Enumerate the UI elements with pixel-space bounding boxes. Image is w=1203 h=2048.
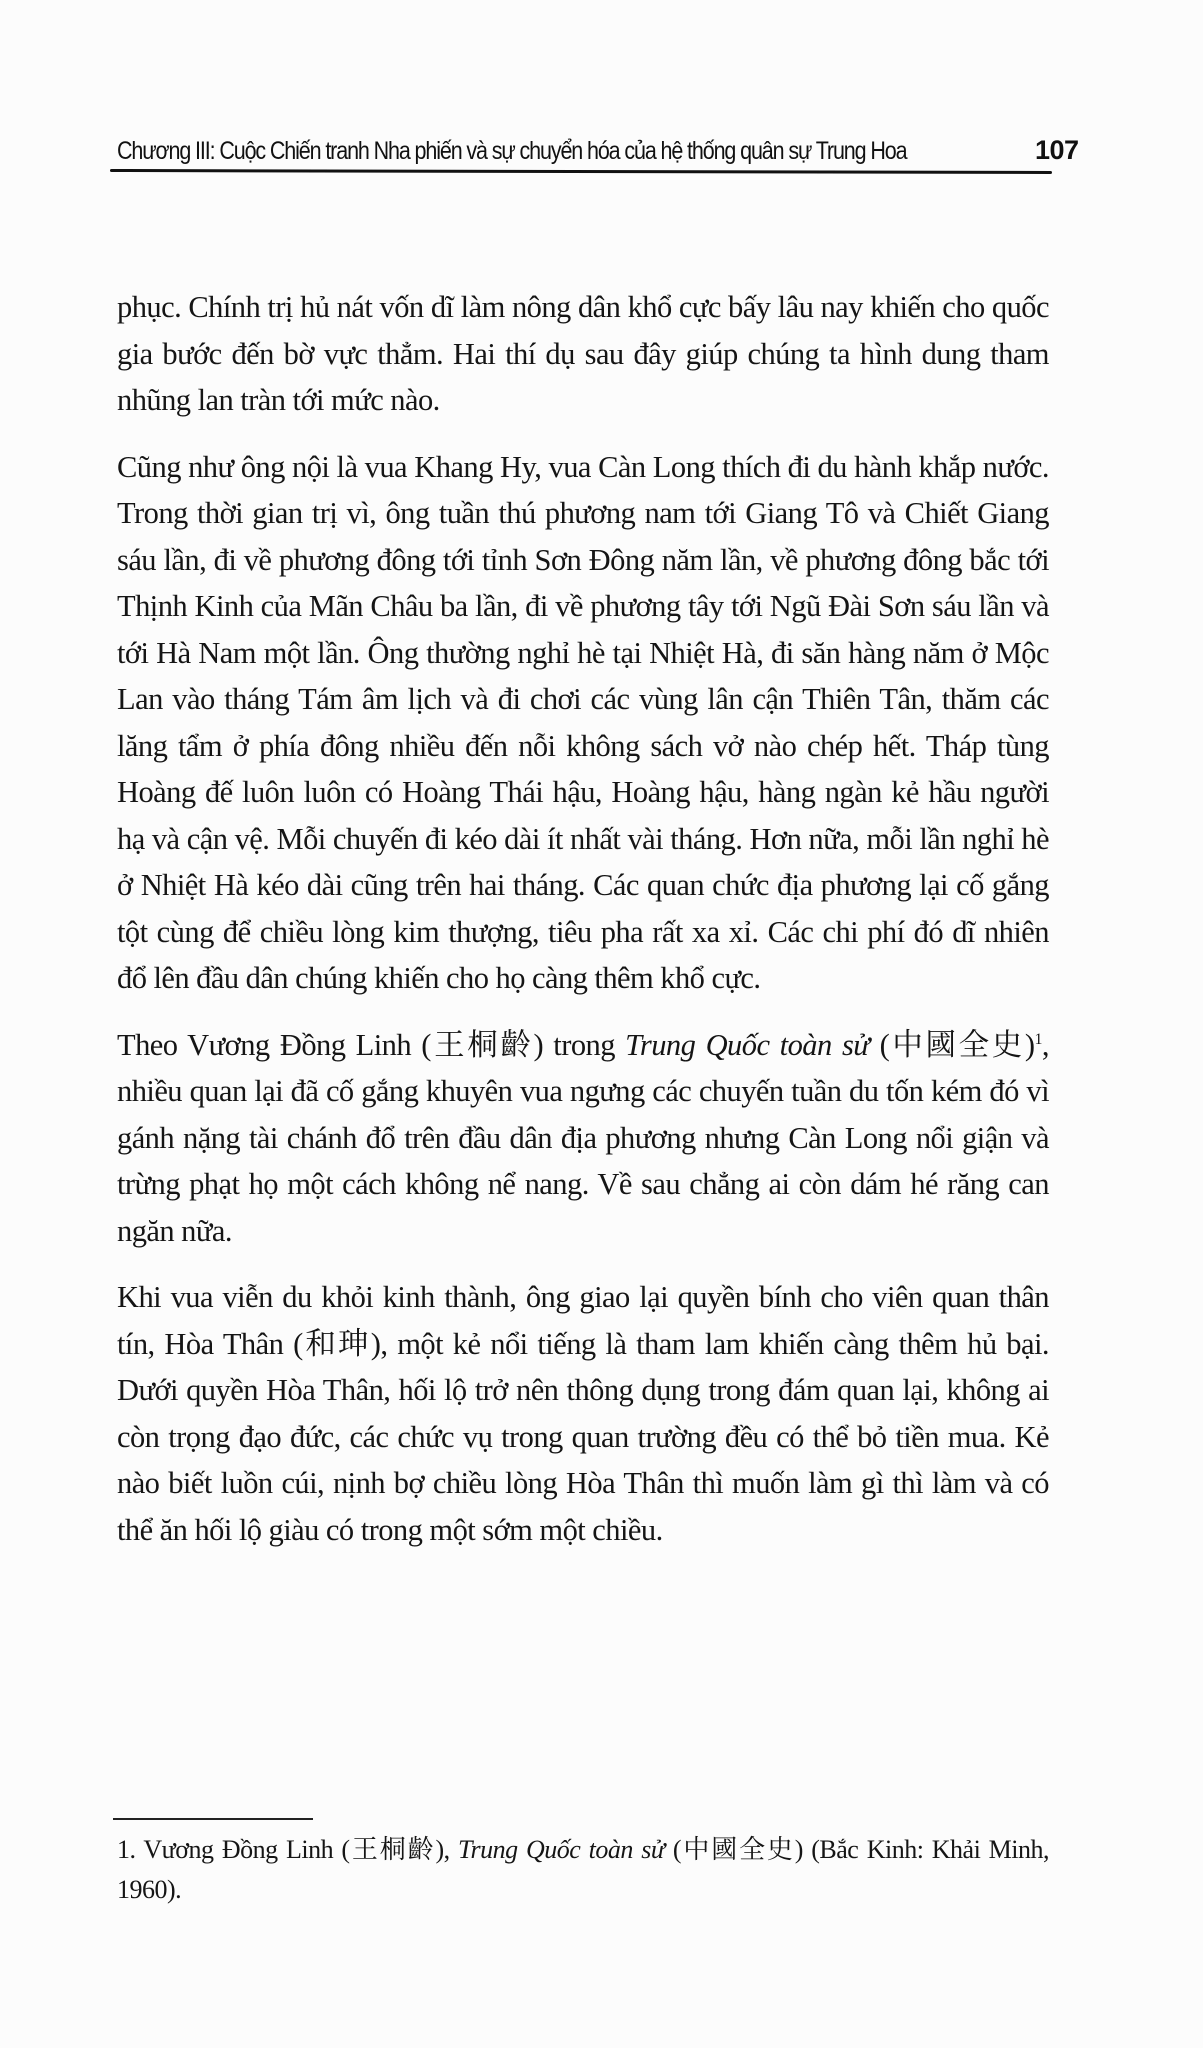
page-number: 107 — [1034, 135, 1079, 165]
footnote-1 — [117, 1830, 1049, 1910]
paragraph-3-text-b: (中國全史) — [869, 1027, 1035, 1062]
body-text — [117, 284, 1049, 1553]
footnote-text-b: (中國全史) (Bắc Kinh: Khải Minh, 1960). — [117, 1835, 1049, 1904]
paragraph-3-text-a: Theo Vương Đồng Linh (王桐齡) trong — [117, 1027, 626, 1062]
paragraph-2: Cũng như ông nội là vua Khang Hy, vua Càn Long thích đi du hành khắp nước. Trong thời gian trị vì, ông tuần thú phương nam tới Giang Tô và Chiết Giang sáu lần, đi về phương đông tới tỉnh Sơn Đông năm lần, về phương đông bắc tới Thịnh Kinh của Mãn Châu ba lần, đi về phương tây tới Ngũ Đài Sơn sáu lần và tới Hà Nam một lần. Ông thường nghỉ hè tại Nhiệt Hà, đi săn hàng năm ở Mộc Lan vào tháng Tám âm lịch và đi chơi các vùng lân cận Thiên Tân, thăm các lăng tẩm ở phía đông nhiều đến nỗi không sách vở nào chép hết. Tháp tùng Hoàng đế luôn luôn có Hoàng Thái hậu, Hoàng hậu, hàng ngàn kẻ hầu người hạ và cận vệ. Mỗi chuyến đi kéo dài ít nhất vài tháng. Hơn nữa, mỗi lần nghỉ hè ở Nhiệt Hà kéo dài cũng trên hai tháng. Các quan chức địa phương lại cố gắng tột cùng để chiều lòng kim thượng, tiêu pha rất xa xỉ. Các chi phí đó dĩ nhiên đổ lên đầu dân chúng khiến cho họ càng thêm khổ cực. — [117, 449, 1049, 995]
footnote-reference[interactable]: 1 — [1034, 1030, 1042, 1048]
paragraph-3 — [117, 1022, 1049, 1255]
book-title-italic: Trung Quốc toàn sử — [625, 1027, 870, 1062]
footnote-text-a: 1. Vương Đồng Linh (王桐齡), — [117, 1835, 458, 1864]
footnote-book-title-italic: Trung Quốc toàn sử — [457, 1835, 665, 1864]
paragraph-4: Khi vua viễn du khỏi kinh thành, ông giao lại quyền bính cho viên quan thân tín, Hòa Thân (和珅), một kẻ nổi tiếng là tham lam khiến càng thêm hủ bại. Dưới quyền Hòa Thân, hối lộ trở nên thông dụng trong đám quan lại, không ai còn trọng đạo đức, các chức vụ trong quan trường đều có thể bỏ tiền mua. Kẻ nào biết luồn cúi, nịnh bợ chiều lòng Hòa Thân thì muốn làm gì thì làm và có thể ăn hối lộ giàu có trong một sớm một chiều. — [117, 1280, 1049, 1547]
footnote-rule — [113, 1818, 313, 1820]
header-rule — [110, 169, 1052, 174]
running-header — [117, 126, 1079, 166]
chapter-title: Chương III: Cuộc Chiến tranh Nha phiến và sự chuyển hóa của hệ thống quân sự Trung Hoa — [117, 137, 907, 165]
paragraph-1: phục. Chính trị hủ nát vốn dĩ làm nông dân khổ cực bấy lâu nay khiến cho quốc gia bước đến bờ vực thẳm. Hai thí dụ sau đây giúp chúng ta hình dung tham nhũng lan tràn tới mức nào. — [117, 290, 1049, 417]
paragraph-3-text-c: , nhiều quan lại đã cố gắng khuyên vua ngưng các chuyến tuần du tốn kém đó vì gánh nặng tài chánh đổ trên đầu dân địa phương nhưng Càn Long nổi giận và trừng phạt họ một cách không nể nang. Về sau chẳng ai còn dám hé răng can ngăn nữa. — [117, 1027, 1049, 1248]
